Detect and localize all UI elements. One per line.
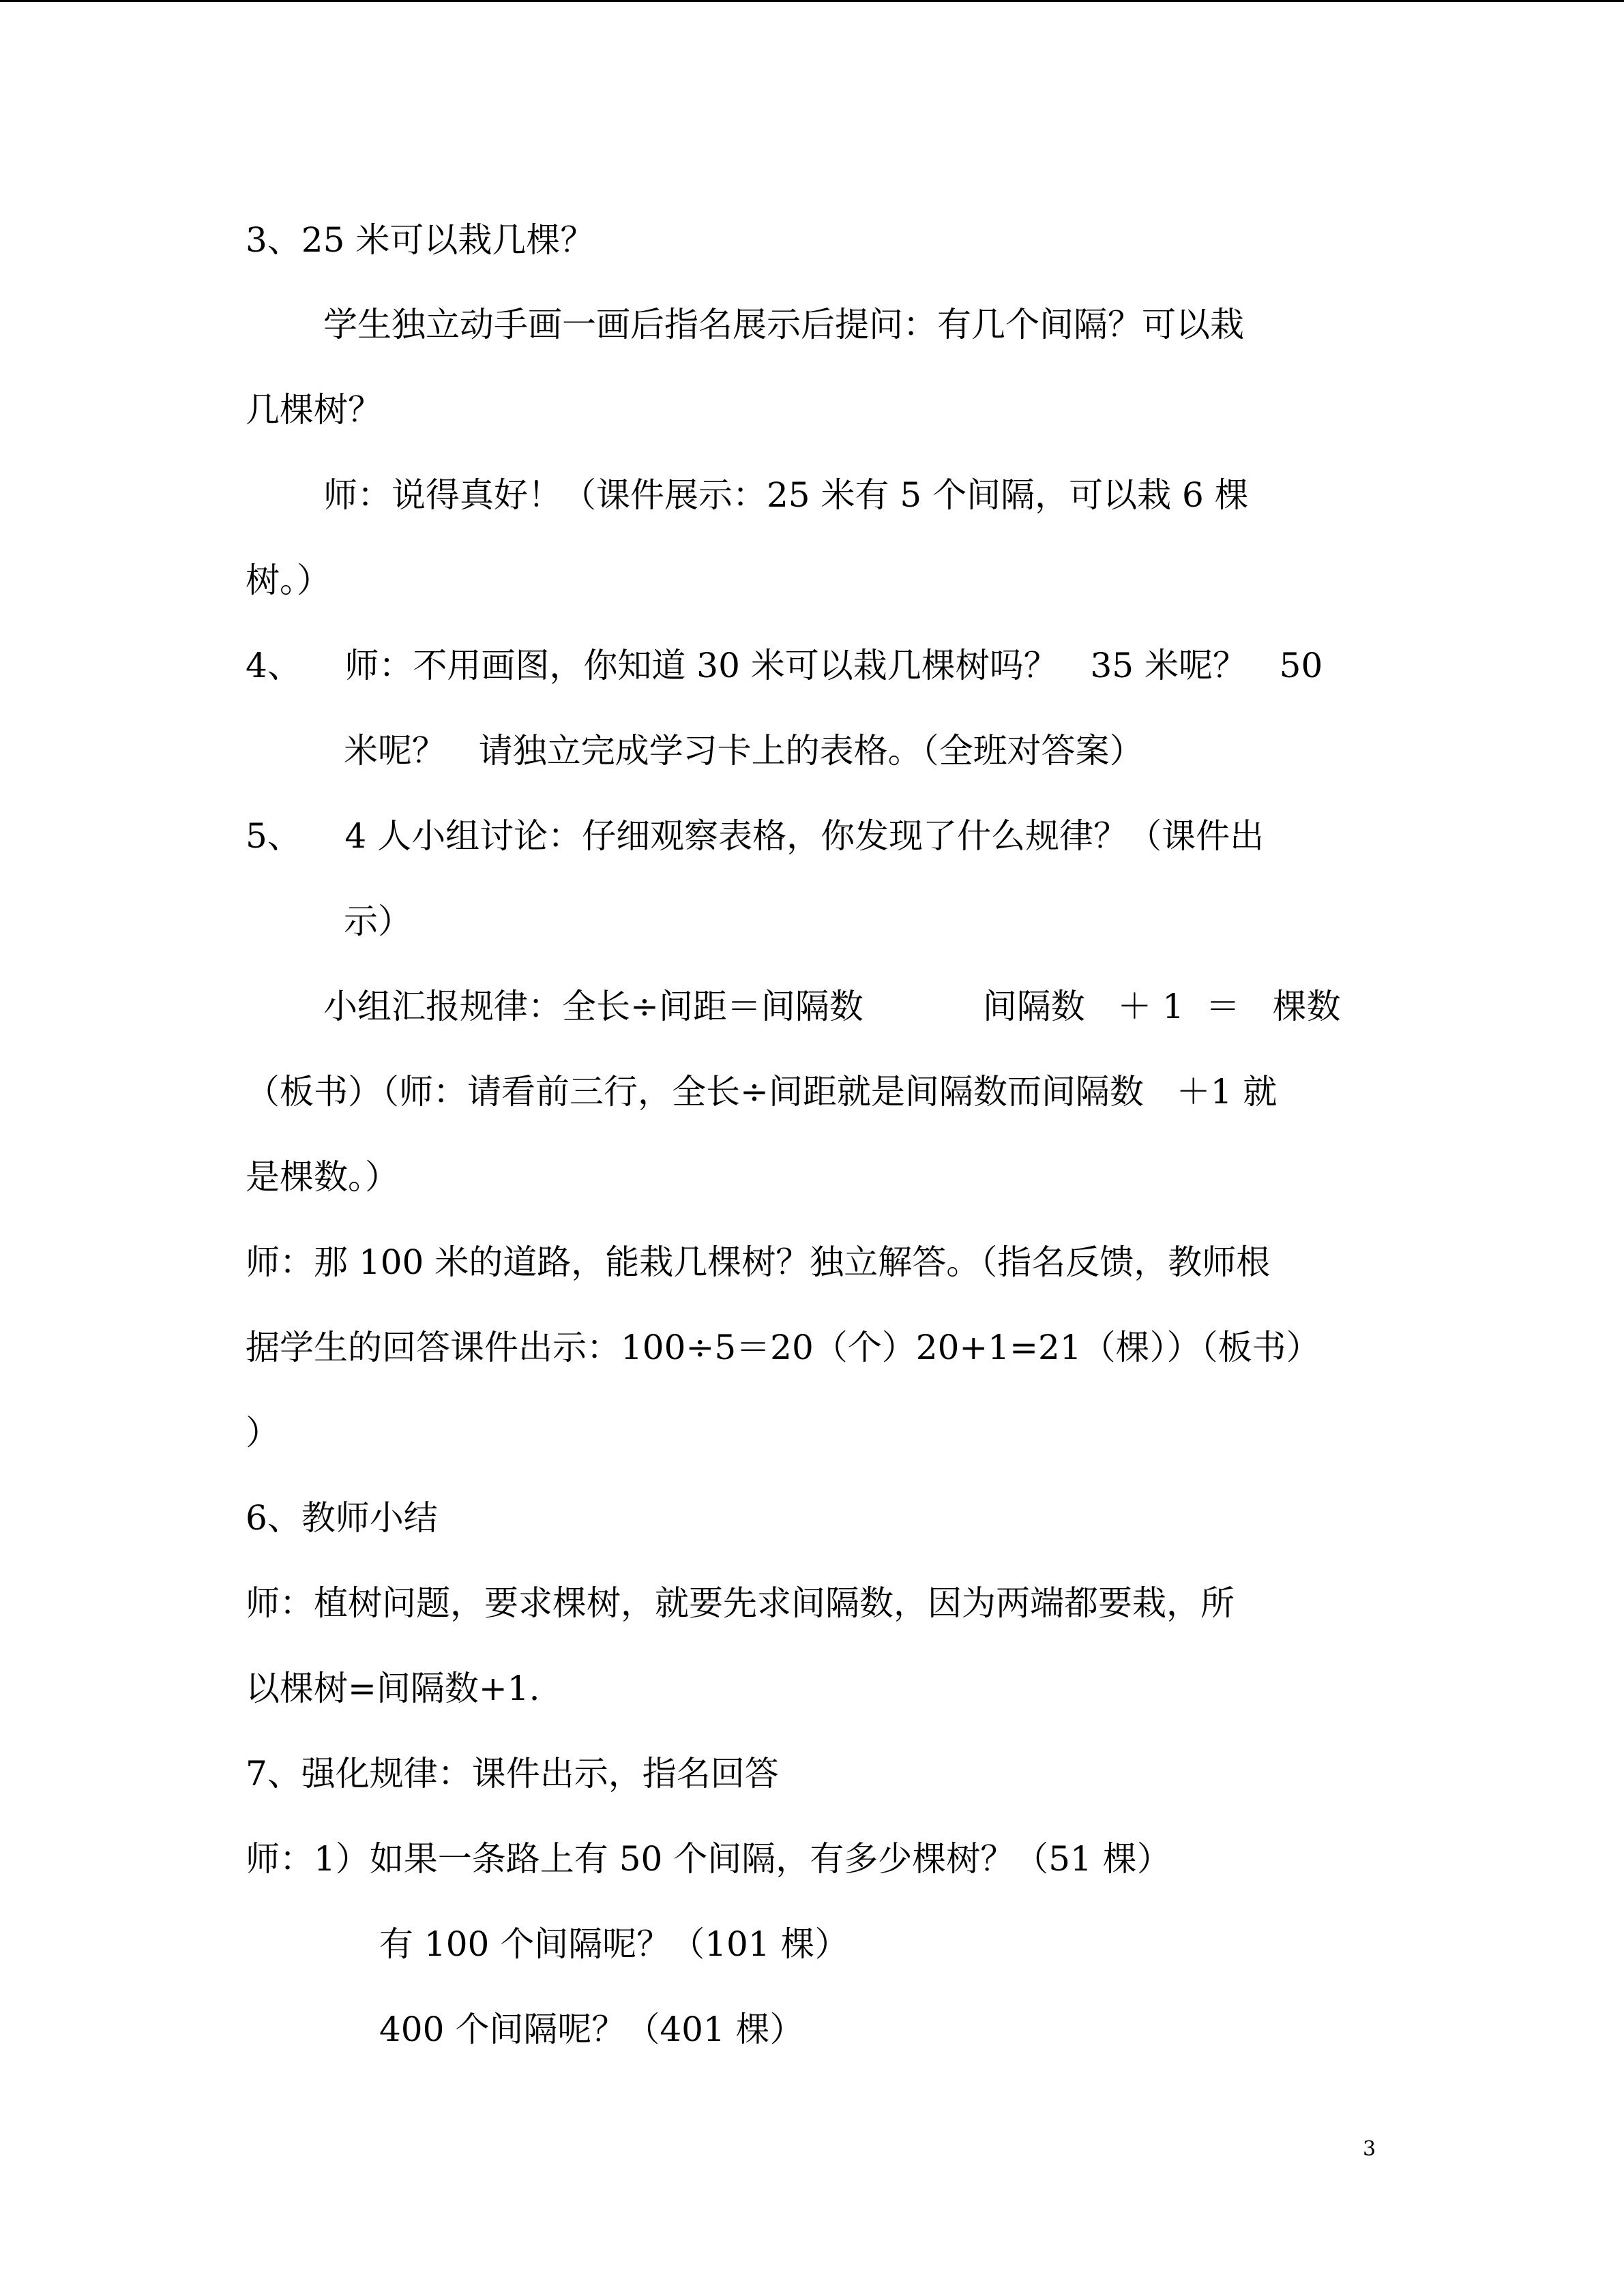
text-line: 师：植树问题，要求棵树，就要先求间隔数，因为两端都要栽，所 bbox=[246, 1583, 1235, 1623]
text-line: 是棵数。） bbox=[246, 1157, 399, 1197]
text-line: 据学生的回答课件出示：100÷5＝20（个）20+1=21（棵））（板书） bbox=[246, 1328, 1320, 1367]
text-line: 米呢？ 请独立完成学习卡上的表格。（全班对答案） bbox=[344, 731, 1144, 771]
page-number: 3 bbox=[1363, 2137, 1376, 2161]
text-line: 以棵树=间隔数+1. bbox=[246, 1669, 540, 1708]
text-line: 小组汇报规律：全长÷间距＝间隔数 间隔数 ＋ 1 ＝ 棵数 bbox=[323, 987, 1341, 1026]
text-line: 有 100 个间隔呢？（101 棵） bbox=[379, 1924, 849, 1964]
text-line: 3、25 米可以栽几棵？ bbox=[246, 220, 595, 260]
text-line: 6、教师小结 bbox=[246, 1498, 438, 1538]
text-line: （板书）（师：请看前三行，全长÷间距就是间隔数而间隔数 ＋1 就 bbox=[246, 1072, 1278, 1112]
text-line: 师：那 100 米的道路，能栽几棵树？独立解答。（指名反馈，教师根 bbox=[246, 1242, 1271, 1282]
text-line: 示） bbox=[344, 901, 412, 941]
text-line: 几棵树？ bbox=[246, 390, 382, 430]
text-line: 学生独立动手画一画后指名展示后提问：有几个间隔？可以栽 bbox=[323, 305, 1244, 344]
text-line: 4、 师：不用画图，你知道 30 米可以栽几棵树吗？ 35 米呢？ 50 bbox=[246, 646, 1323, 685]
text-line: 5、 4 人小组讨论：仔细观察表格，你发现了什么规律？（课件出 bbox=[246, 816, 1265, 856]
text-line: 师：说得真好！（课件展示：25 米有 5 个间隔，可以栽 6 棵 bbox=[323, 475, 1249, 515]
text-line: ） bbox=[246, 1413, 280, 1452]
text-line: 400 个间隔呢？（401 棵） bbox=[379, 2010, 804, 2049]
text-line: 7、强化规律：课件出示，指名回答 bbox=[246, 1754, 779, 1793]
page-top-border bbox=[0, 0, 1624, 2]
text-line: 师：1）如果一条路上有 50 个间隔，有多少棵树？（51 棵） bbox=[246, 1839, 1171, 1879]
text-line: 树。） bbox=[246, 561, 331, 600]
